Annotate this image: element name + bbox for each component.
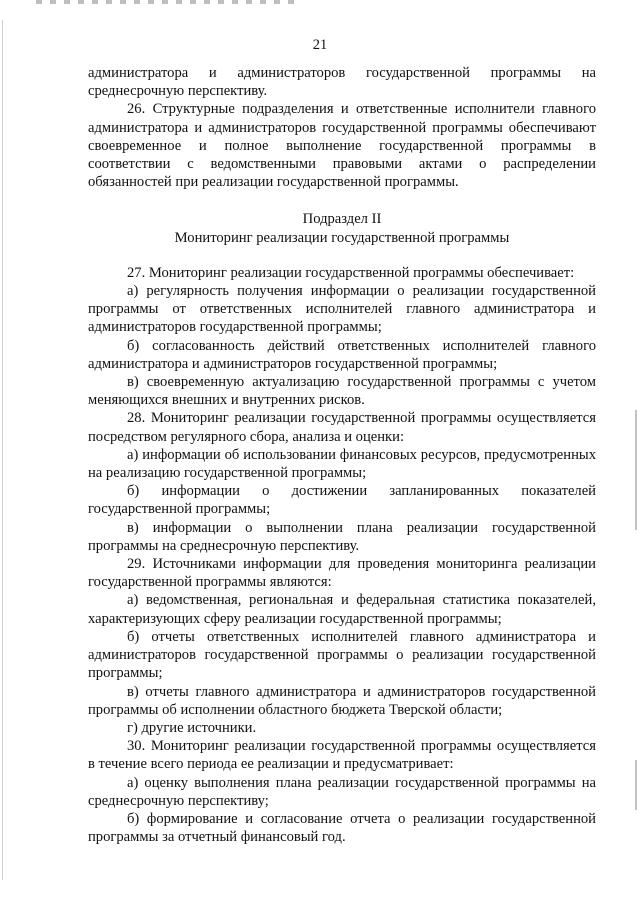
paragraph-28: 28. Мониторинг реализации государственной программы осуществляется посредством регулярного сбора, анализа и оценки:	[88, 410, 596, 445]
scan-edge-mark	[635, 760, 637, 810]
page-number: 21	[312, 37, 328, 53]
paragraph-29-d: г) другие источники.	[127, 719, 257, 736]
scan-edge-left	[2, 20, 3, 880]
paragraph-27-a: а) регулярность получения информации о реализации государственной программы от ответственных исполнителей главного администратора и администраторов государственной программы;	[88, 283, 596, 336]
scan-edge-mark	[635, 410, 637, 530]
paragraph-continuation: администратора и администраторов государственной программы на среднесрочную перспективу.	[88, 65, 596, 100]
subsection-title: Мониторинг реализации государственной программы	[174, 229, 510, 246]
paragraph-27: 27. Мониторинг реализации государственной программы обеспечивает:	[127, 264, 575, 281]
paragraph-30: 30. Мониторинг реализации государственной программы осуществляется в течение всего периода ее реализации и предусматривает:	[88, 738, 596, 773]
paragraph-27-b: б) согласованность действий ответственных исполнителей главного администратора и администраторов государственной программы;	[88, 337, 596, 372]
paragraph-28-c: в) информации о выполнении плана реализации государственной программы на среднесрочную перспективу.	[88, 519, 596, 554]
scan-artifact-top	[36, 0, 296, 4]
subsection-label: Подраздел II	[302, 211, 382, 228]
paragraph-29-a: а) ведомственная, региональная и федеральная статистика показателей, характеризующих сферу реализации государственной программы;	[88, 592, 596, 627]
paragraph-26: 26. Структурные подразделения и ответственные исполнители главного администратора и администраторов государственной программы обеспечивают своевременное и полное выполнение государственной программы в соответствии с ведомственными правовыми актами о распределении обязанностей при реализации государственной программы.	[88, 101, 596, 191]
paragraph-29: 29. Источниками информации для проведения мониторинга реализации государственной программы являются:	[88, 556, 596, 591]
paragraph-28-b: б) информации о достижении запланированных показателей государственной программы;	[88, 483, 596, 518]
paragraph-27-c: в) своевременную актуализацию государственной программы с учетом меняющихся внешних и внутренних рисков.	[88, 374, 596, 409]
paragraph-28-a: а) информации об использовании финансовых ресурсов, предусмотренных на реализацию государственной программы;	[88, 446, 596, 482]
paragraph-29-b: б) отчеты ответственных исполнителей главного администратора и администраторов государственной программы о реализации государственной программы;	[88, 628, 596, 682]
paragraph-30-b: б) формирование и согласование отчета о реализации государственной программы за отчетный финансовый год.	[88, 810, 596, 846]
paragraph-29-c: в) отчеты главного администратора и администраторов государственной программы об исполнении областного бюджета Тверской области;	[88, 683, 596, 718]
document-body	[88, 64, 596, 846]
paragraph-30-a: а) оценку выполнения плана реализации государственной программы на среднесрочную перспективу;	[88, 774, 596, 809]
